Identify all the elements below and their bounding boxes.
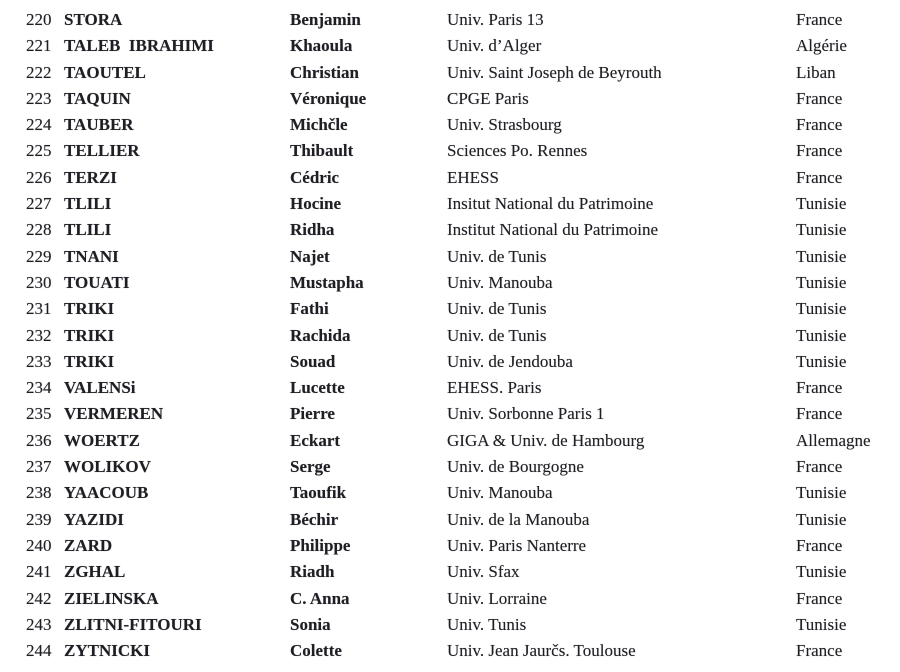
first-name: Rachida bbox=[290, 325, 351, 345]
row-number: 240 bbox=[26, 535, 52, 555]
country: Tunisie bbox=[796, 246, 847, 266]
institution: EHESS. Paris bbox=[447, 378, 542, 398]
first-name: Christian bbox=[290, 62, 359, 82]
country: France bbox=[796, 641, 843, 661]
institution: Univ. de Jendouba bbox=[447, 351, 573, 371]
last-name: TRIKI bbox=[64, 325, 115, 345]
table-row bbox=[0, 217, 900, 243]
last-name: TRIKI bbox=[64, 351, 115, 371]
table-row bbox=[0, 586, 900, 612]
row-number: 224 bbox=[26, 115, 52, 135]
country: France bbox=[796, 404, 843, 424]
first-name: Thibault bbox=[290, 141, 354, 161]
row-number: 243 bbox=[26, 614, 52, 634]
institution: Sciences Po. Rennes bbox=[447, 141, 588, 161]
country: Tunisie bbox=[796, 299, 847, 319]
last-name: TELLIER bbox=[64, 141, 140, 161]
first-name: Ridha bbox=[290, 220, 335, 240]
last-name: VERMEREN bbox=[64, 404, 164, 424]
last-name: ZIELINSKA bbox=[64, 588, 159, 608]
table-row bbox=[0, 612, 900, 638]
row-number: 226 bbox=[26, 167, 52, 187]
institution: Univ. de Bourgogne bbox=[447, 457, 584, 477]
country: Tunisie bbox=[796, 220, 847, 240]
institution: Univ. Lorraine bbox=[447, 588, 547, 608]
first-name: Taoufik bbox=[290, 483, 347, 503]
last-name: ZLITNI-FITOURI bbox=[64, 614, 202, 634]
table-row bbox=[0, 33, 900, 59]
table-row bbox=[0, 559, 900, 585]
institution: Univ. d’Alger bbox=[447, 36, 542, 56]
last-name: TLILI bbox=[64, 220, 112, 240]
row-number: 230 bbox=[26, 272, 52, 292]
first-name: Fathi bbox=[290, 299, 329, 319]
row-number: 236 bbox=[26, 430, 52, 450]
last-name: TAOUTEL bbox=[64, 62, 146, 82]
table-row bbox=[0, 480, 900, 506]
last-name: TRIKI bbox=[64, 299, 115, 319]
country: France bbox=[796, 10, 843, 29]
last-name: TAUBER bbox=[64, 115, 134, 135]
table-row bbox=[0, 428, 900, 454]
last-name: TERZI bbox=[64, 167, 117, 187]
row-number: 228 bbox=[26, 220, 52, 240]
last-name: TLILI bbox=[64, 194, 112, 214]
row-number: 239 bbox=[26, 509, 52, 529]
country: France bbox=[796, 457, 843, 477]
country: France bbox=[796, 115, 843, 135]
table-row bbox=[0, 507, 900, 533]
country: Tunisie bbox=[796, 351, 847, 371]
row-number: 244 bbox=[26, 641, 52, 661]
row-number: 241 bbox=[26, 562, 52, 582]
last-name: WOERTZ bbox=[64, 430, 140, 450]
row-number: 231 bbox=[26, 299, 52, 319]
institution: Univ. de la Manouba bbox=[447, 509, 590, 529]
first-name: Souad bbox=[290, 351, 336, 371]
institution: Univ. de Tunis bbox=[447, 246, 547, 266]
row-number: 223 bbox=[26, 88, 52, 108]
table-row bbox=[0, 7, 900, 33]
row-number: 235 bbox=[26, 404, 52, 424]
table-row bbox=[0, 165, 900, 191]
first-name: Véronique bbox=[290, 88, 367, 108]
table-row bbox=[0, 323, 900, 349]
last-name: TALEB IBRAHIMI bbox=[64, 36, 214, 56]
table-row bbox=[0, 270, 900, 296]
country: Tunisie bbox=[796, 509, 847, 529]
last-name: ZARD bbox=[64, 535, 113, 555]
first-name: Béchir bbox=[290, 509, 339, 529]
row-number: 222 bbox=[26, 62, 52, 82]
country: France bbox=[796, 588, 843, 608]
first-name: Pierre bbox=[290, 404, 335, 424]
row-number: 225 bbox=[26, 141, 52, 161]
institution: Univ. de Tunis bbox=[447, 299, 547, 319]
row-number: 220 bbox=[26, 10, 52, 29]
country: Tunisie bbox=[796, 614, 847, 634]
table-row bbox=[0, 60, 900, 86]
first-name: Philippe bbox=[290, 535, 351, 555]
last-name: STORA bbox=[64, 10, 123, 29]
first-name: Najet bbox=[290, 246, 330, 266]
institution: Univ. de Tunis bbox=[447, 325, 547, 345]
table-row bbox=[0, 401, 900, 427]
country: Tunisie bbox=[796, 272, 847, 292]
country: Tunisie bbox=[796, 325, 847, 345]
institution: Univ. Manouba bbox=[447, 483, 553, 503]
table-row bbox=[0, 454, 900, 480]
last-name: TAQUIN bbox=[64, 88, 131, 108]
table-row bbox=[0, 375, 900, 401]
first-name: Hocine bbox=[290, 194, 341, 214]
first-name: Eckart bbox=[290, 430, 341, 450]
first-name: Sonia bbox=[290, 614, 331, 634]
country: Tunisie bbox=[796, 194, 847, 214]
country: Tunisie bbox=[796, 483, 847, 503]
country: Allemagne bbox=[796, 430, 871, 450]
last-name: ZGHAL bbox=[64, 562, 126, 582]
country: France bbox=[796, 535, 843, 555]
first-name: Michčle bbox=[290, 115, 348, 135]
institution: Univ. Tunis bbox=[447, 614, 527, 634]
institution: GIGA & Univ. de Hambourg bbox=[447, 430, 645, 450]
last-name: YAACOUB bbox=[64, 483, 149, 503]
country: Algérie bbox=[796, 36, 847, 56]
table-row bbox=[0, 86, 900, 112]
table-row bbox=[0, 296, 900, 322]
first-name: Mustapha bbox=[290, 272, 364, 292]
first-name: Serge bbox=[290, 457, 331, 477]
table-row bbox=[0, 112, 900, 138]
table-row bbox=[0, 191, 900, 217]
institution: Univ. Saint Joseph de Beyrouth bbox=[447, 62, 662, 82]
row-number: 232 bbox=[26, 325, 52, 345]
first-name: Benjamin bbox=[290, 10, 361, 29]
table-row bbox=[0, 244, 900, 270]
table-row bbox=[0, 349, 900, 375]
first-name: Cédric bbox=[290, 167, 340, 187]
last-name: TOUATI bbox=[64, 272, 130, 292]
country: France bbox=[796, 167, 843, 187]
institution: Univ. Strasbourg bbox=[447, 115, 562, 135]
institution: Univ. Paris Nanterre bbox=[447, 535, 587, 555]
first-name: Riadh bbox=[290, 562, 335, 582]
first-name: Colette bbox=[290, 641, 342, 661]
institution: Univ. Sfax bbox=[447, 562, 520, 582]
institution: Univ. Jean Jaurčs. Toulouse bbox=[447, 641, 636, 661]
country: Liban bbox=[796, 62, 836, 82]
institution: EHESS bbox=[447, 167, 499, 187]
last-name: VALENSi bbox=[64, 378, 136, 398]
row-number: 234 bbox=[26, 378, 52, 398]
country: France bbox=[796, 141, 843, 161]
institution: Univ. Sorbonne Paris 1 bbox=[447, 404, 605, 424]
first-name: C. Anna bbox=[290, 588, 350, 608]
country: France bbox=[796, 88, 843, 108]
first-name: Khaoula bbox=[290, 36, 353, 56]
institution: Univ. Manouba bbox=[447, 272, 553, 292]
last-name: ZYTNICKI bbox=[64, 641, 150, 661]
country: Tunisie bbox=[796, 562, 847, 582]
row-number: 237 bbox=[26, 457, 52, 477]
row-number: 238 bbox=[26, 483, 52, 503]
table-row bbox=[0, 638, 900, 664]
row-number: 242 bbox=[26, 588, 52, 608]
row-number: 221 bbox=[26, 36, 52, 56]
row-number: 229 bbox=[26, 246, 52, 266]
institution: Institut National du Patrimoine bbox=[447, 220, 659, 240]
row-number: 227 bbox=[26, 194, 52, 214]
first-name: Lucette bbox=[290, 378, 345, 398]
institution: Univ. Paris 13 bbox=[447, 10, 544, 29]
institution: CPGE Paris bbox=[447, 88, 529, 108]
row-number: 233 bbox=[26, 351, 52, 371]
last-name: YAZIDI bbox=[64, 509, 124, 529]
table-row bbox=[0, 533, 900, 559]
last-name: WOLIKOV bbox=[64, 457, 151, 477]
last-name: TNANI bbox=[64, 246, 119, 266]
country: France bbox=[796, 378, 843, 398]
institution: Insitut National du Patrimoine bbox=[447, 194, 654, 214]
table-row bbox=[0, 138, 900, 164]
